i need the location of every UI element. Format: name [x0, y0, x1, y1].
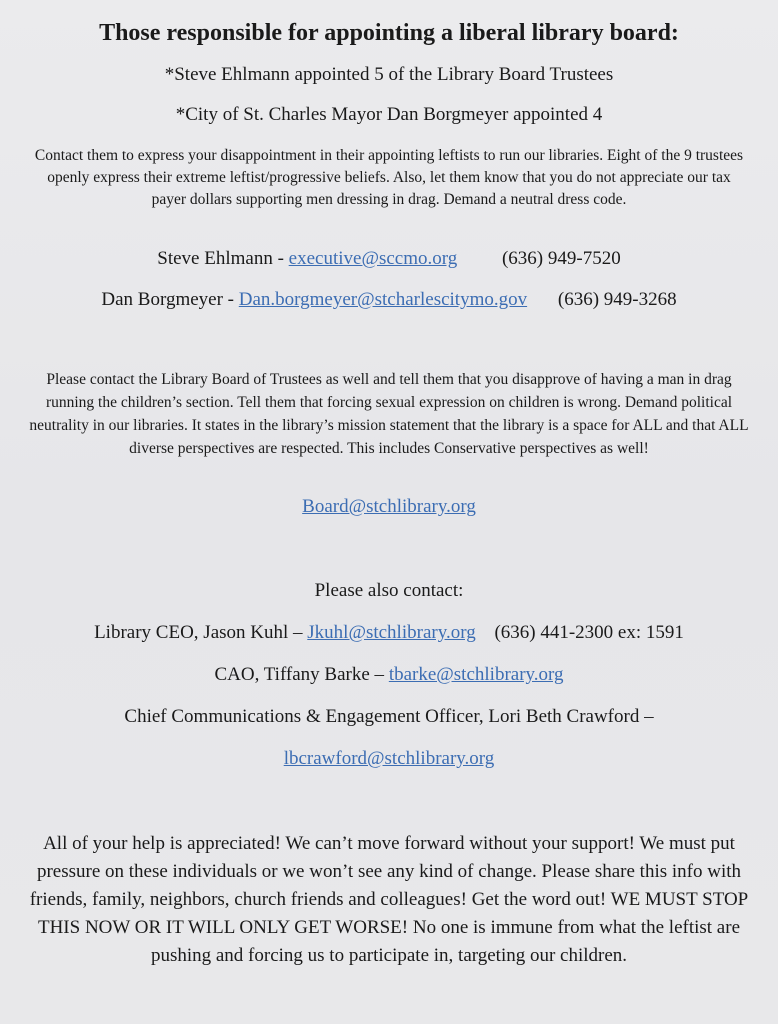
contact-cco-email-row: [0, 748, 778, 770]
phone-number: (636) 949-7520: [501, 248, 621, 269]
flyer-title: Those responsible for appointing a liberal library board:: [99, 20, 679, 46]
contact-ceo: [0, 622, 778, 644]
contact-instructions: Contact them to express your disappointment in their appointing leftists to run our libraries. Eight of the 9 trustees openly express their extreme leftist/progressive beliefs. Also, let them know that you do not appreciate our tax payer dollars supporting men dressing in drag. Demand a neutral dress code.: [34, 147, 744, 208]
email-link[interactable]: Jkuhl@stchlibrary.org: [307, 622, 476, 643]
email-link[interactable]: executive@sccmo.org: [288, 248, 458, 269]
phone-number: (636) 949-3268: [557, 289, 677, 310]
board-instructions: Please contact the Library Board of Trustees as well and tell them that you disapprove of having a man in drag running the children’s section. Tell them that forcing sexual expression on children is wrong. Demand political neutrality in our libraries. It states in the library’s mission statement that the library is a space for ALL and that ALL diverse perspectives are respected. This includes Conservative perspectives as well!: [29, 371, 749, 457]
borgmeyer-appointments: *City of St. Charles Mayor Dan Borgmeyer appointed 4: [175, 104, 603, 125]
contact-label: Library CEO, Jason Kuhl –: [94, 622, 303, 643]
closing-appeal: All of your help is appreciated! We can’t move forward without your support! We must put pressure on these individuals or we won’t see any kind of change. Please share this info with friends, family, neighbors, church friends and colleagues! Get the word out! WE MUST STOP THIS NOW OR IT WILL ONLY GET WORSE! No one is immune from what the leftist are pushing and forcing us to participate in, targeting our children.: [29, 833, 749, 966]
contact-label: CAO, Tiffany Barke –: [214, 664, 385, 685]
board-email-row: [0, 496, 778, 518]
email-link[interactable]: lbcrawford@stchlibrary.org: [283, 748, 495, 769]
contact-name: Dan Borgmeyer -: [101, 289, 235, 310]
ehlmann-appointments: *Steve Ehlmann appointed 5 of the Library Board Trustees: [164, 64, 614, 85]
contact-name: Steve Ehlmann -: [157, 248, 284, 269]
email-link[interactable]: tbarke@stchlibrary.org: [388, 664, 564, 685]
board-email-link[interactable]: Board@stchlibrary.org: [302, 496, 476, 517]
phone-number: (636) 441-2300 ex: 1591: [494, 622, 684, 643]
contact-ehlmann: [0, 248, 778, 270]
also-contact-heading: Please also contact:: [314, 580, 464, 601]
email-link[interactable]: Dan.borgmeyer@stcharlescitymo.gov: [238, 289, 528, 310]
contact-borgmeyer: [0, 289, 778, 311]
contact-cco: Chief Communications & Engagement Officer, Lori Beth Crawford –: [124, 706, 654, 727]
contact-cao: [0, 664, 778, 686]
